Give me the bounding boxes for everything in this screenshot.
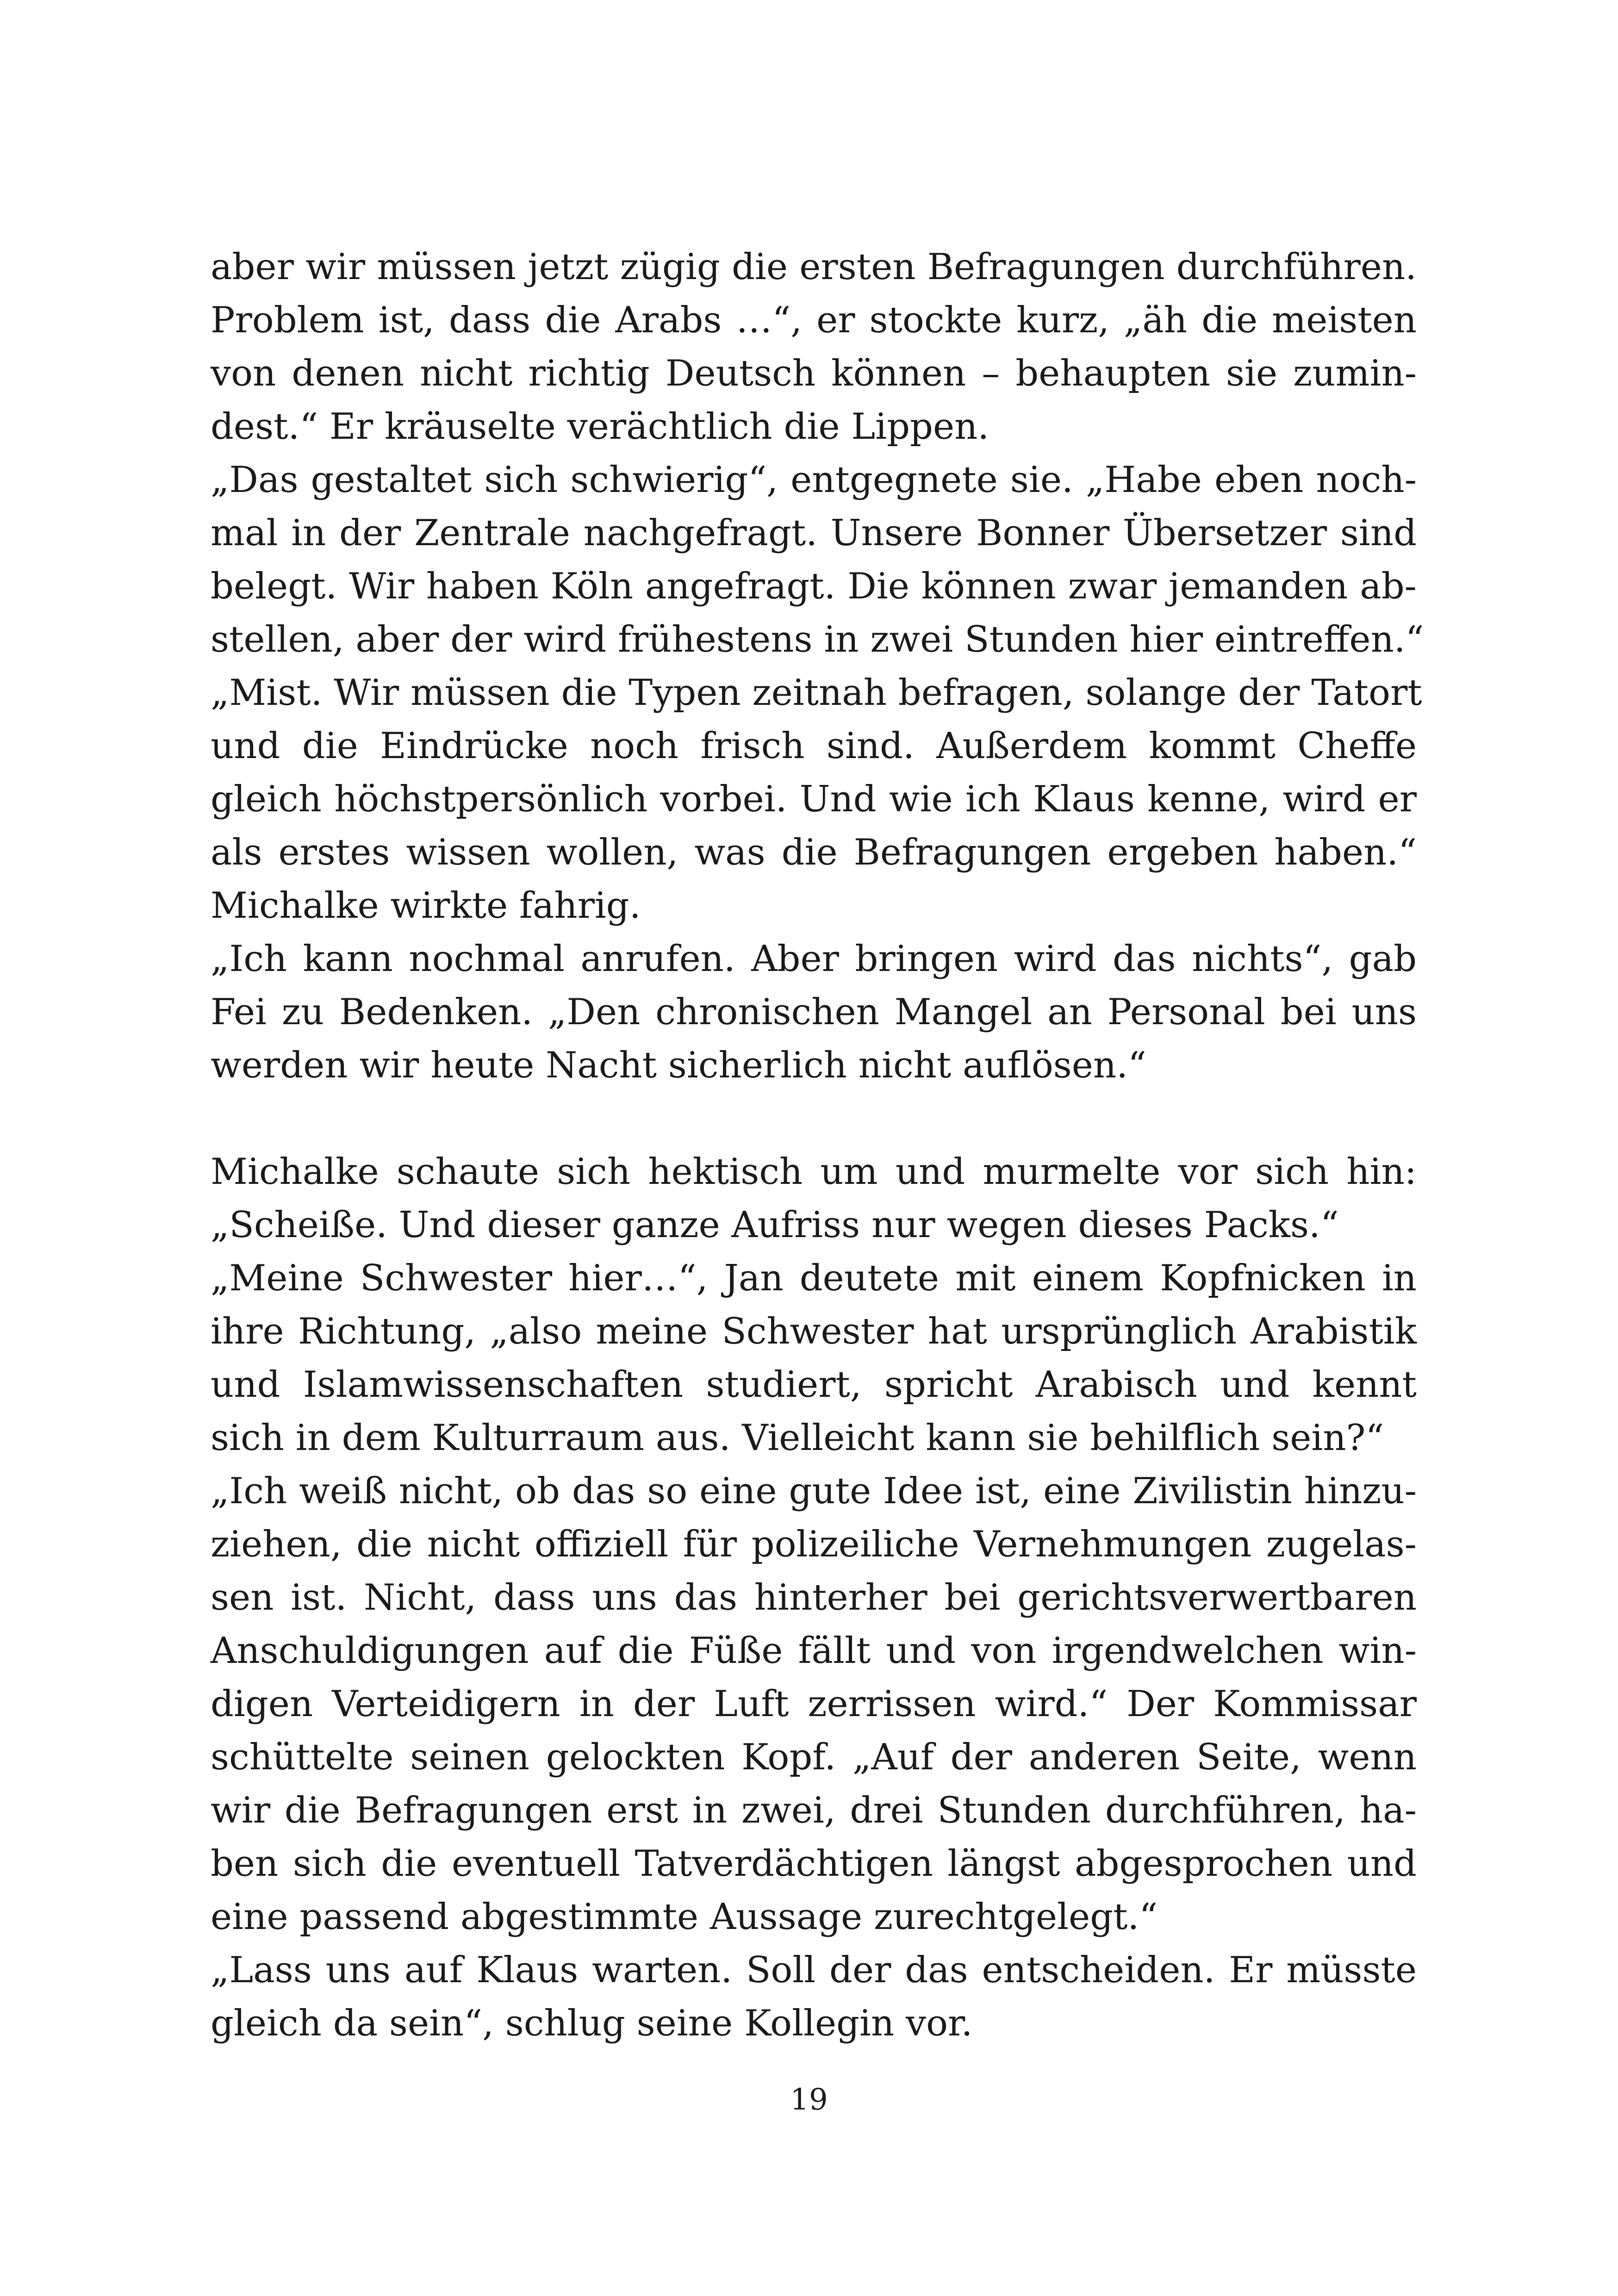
text-line: belegt. Wir haben Köln angefragt. Die können zwar jemanden ab- [211, 566, 1417, 607]
text-line: und Islamwissenschaften studiert, spricht Arabisch und kennt [211, 1364, 1417, 1406]
text-line: digen Verteidigern in der Luft zerrissen wird.“ Der Kommissar [211, 1683, 1417, 1725]
text-line: Fei zu Bedenken. „Den chronischen Mangel an Personal bei uns [211, 991, 1417, 1033]
paragraph [211, 933, 1417, 1092]
paragraph [211, 1145, 1417, 1252]
paragraph-gap [211, 1092, 1417, 1145]
text-line: „Ich weiß nicht, ob das so eine gute Idee ist, eine Zivilistin hinzu- [211, 1470, 1417, 1512]
text-line: eine passend abgestimmte Aussage zurechtgelegt.“ [211, 1896, 1158, 1938]
text-line: ziehen, die nicht offiziell für polizeiliche Vernehmungen zugelas- [211, 1524, 1417, 1565]
paragraph [211, 1465, 1417, 1944]
text-line: „Lass uns auf Klaus warten. Soll der das entscheiden. Er müsste [211, 1949, 1417, 1991]
text-line: Problem ist, dass die Arabs …“, er stockte kurz, „äh die meisten [211, 299, 1417, 341]
text-line: Michalke schaute sich hektisch um und murmelte vor sich hin: [211, 1151, 1417, 1193]
paragraph [211, 666, 1422, 933]
paragraph [211, 1252, 1417, 1465]
text-line: Michalke wirkte fahrig. [211, 885, 641, 927]
text-line: gleich höchstpersönlich vorbei. Und wie ich Klaus kenne, wird er [211, 778, 1417, 820]
text-line: aber wir müssen jetzt zügig die ersten Befragungen durchführen. [211, 246, 1417, 288]
page-number: 19 [790, 2083, 828, 2117]
text-line: von denen nicht richtig Deutsch können – behaupten sie zumin- [211, 353, 1417, 394]
text-line: und die Eindrücke noch frisch sind. Außerdem kommt Cheffe [211, 725, 1417, 767]
text-line: gleich da sein“, schlug seine Kollegin vor. [211, 2003, 973, 2044]
text-line: schüttelte seinen gelockten Kopf. „Auf der anderen Seite, wenn [211, 1736, 1417, 1778]
text-line: „Mist. Wir müssen die Typen zeitnah befragen, solange der Tatort [211, 672, 1422, 714]
text-line: „Scheiße. Und dieser ganze Aufriss nur wegen dieses Packs.“ [211, 1204, 1339, 1246]
text-line: werden wir heute Nacht sicherlich nicht auflösen.“ [211, 1045, 1146, 1086]
text-line: sich in dem Kulturraum aus. Vielleicht kann sie behilflich sein?“ [211, 1417, 1384, 1459]
text-line: mal in der Zentrale nachgefragt. Unsere Bonner Übersetzer sind [211, 512, 1417, 554]
text-line: als erstes wissen wollen, was die Befragungen ergeben haben.“ [211, 832, 1417, 873]
paragraph [211, 241, 1417, 454]
text-line: „Meine Schwester hier…“, Jan deutete mit einem Kopfnicken in [211, 1257, 1417, 1299]
text-line: dest.“ Er kräuselte verächtlich die Lippen. [211, 406, 989, 448]
text-line: „Ich kann nochmal anrufen. Aber bringen wird das nichts“, gab [211, 938, 1417, 980]
text-line: wir die Befragungen erst in zwei, drei Stunden durchführen, ha- [211, 1790, 1417, 1831]
text-line: „Das gestaltet sich schwierig“, entgegnete sie. „Habe eben noch- [211, 459, 1417, 501]
paragraph [211, 454, 1424, 666]
paragraph [211, 1944, 1417, 2050]
text-line: sen ist. Nicht, dass uns das hinterher bei gerichtsverwertbaren [211, 1577, 1417, 1618]
text-line: Anschuldigungen auf die Füße fällt und von irgendwelchen win- [211, 1630, 1417, 1672]
text-line: ihre Richtung, „also meine Schwester hat ursprünglich Arabistik [211, 1311, 1417, 1352]
body-text [211, 241, 1424, 2050]
text-line: ben sich die eventuell Tatverdächtigen längst abgesprochen und [211, 1843, 1417, 1885]
text-line: stellen, aber der wird frühestens in zwei Stunden hier eintreffen.“ [211, 619, 1424, 660]
